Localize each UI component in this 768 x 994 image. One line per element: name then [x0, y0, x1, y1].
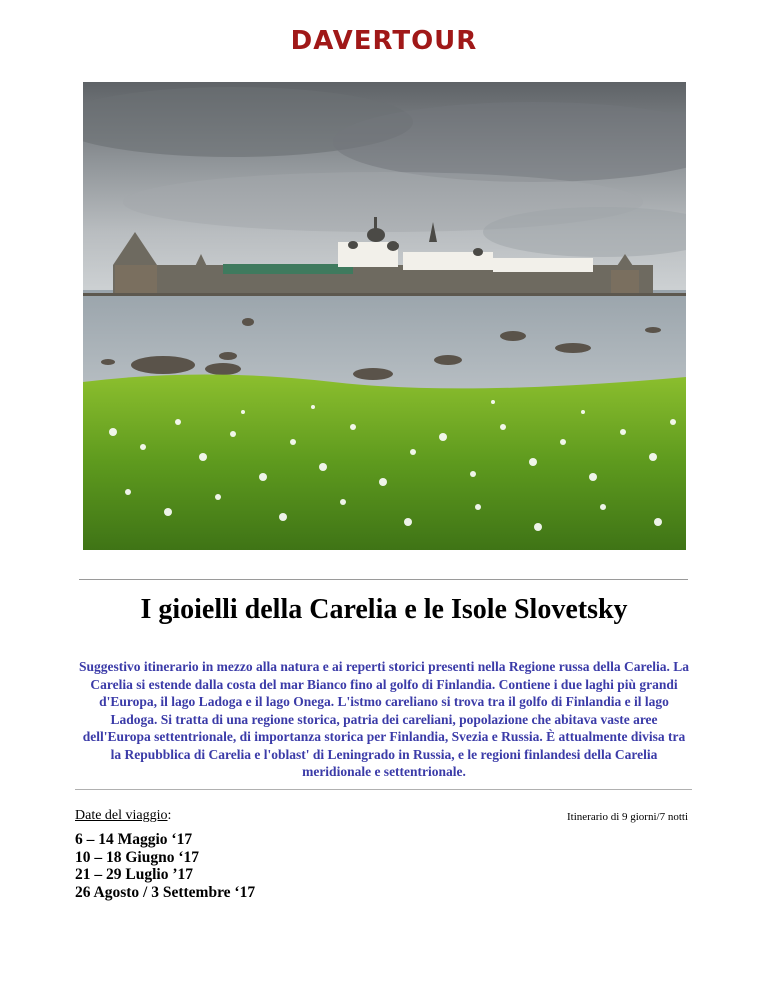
date-item: 6 – 14 Maggio ‘17: [75, 831, 193, 848]
dates-label-text: Date del viaggio: [75, 808, 168, 823]
dates-list: [75, 831, 255, 901]
page-title: I gioielli della Carelia e le Isole Slovetsky: [140, 594, 628, 625]
brand-logo: DAVERTOUR: [290, 26, 478, 56]
itinerary-duration: Itinerario di 9 giorni/7 notti: [567, 811, 688, 823]
dates-label-colon: :: [167, 808, 172, 823]
date-item: 10 – 18 Giugno ‘17: [75, 848, 200, 866]
hero-photo: [83, 82, 686, 550]
date-item: 21 – 29 Luglio ’17: [75, 866, 193, 883]
date-item: 26 Agosto / 3 Settembre ‘17: [75, 883, 256, 901]
section-divider: [75, 789, 692, 790]
tour-description: Suggestivo itinerario in mezzo alla natura e ai reperti storici presenti nella Regione russa della Carelia. La Carelia si estende dalla costa del mar Bianco fino al golfo di Finlandia. Contiene i due laghi più grandi d'Europa, il lago Ladoga e il lago Onega. L'istmo careliano si trova tra il golfo di Finlandia e il lago Ladoga. Si tratta di una regione storica, patria dei careliani, popolazione che abitava vaste aree dell'Europa settentrionale, di importanza storica per Finlandia, Svezia e Russia. È attualmente divisa tra la Repubblica di Carelia e l'oblast' di Leningrado in Russia, e le regioni finlandesi della Carelia meridionale e settentrionale.: [78, 659, 690, 779]
dates-label: [75, 808, 171, 824]
top-divider: [79, 579, 688, 580]
